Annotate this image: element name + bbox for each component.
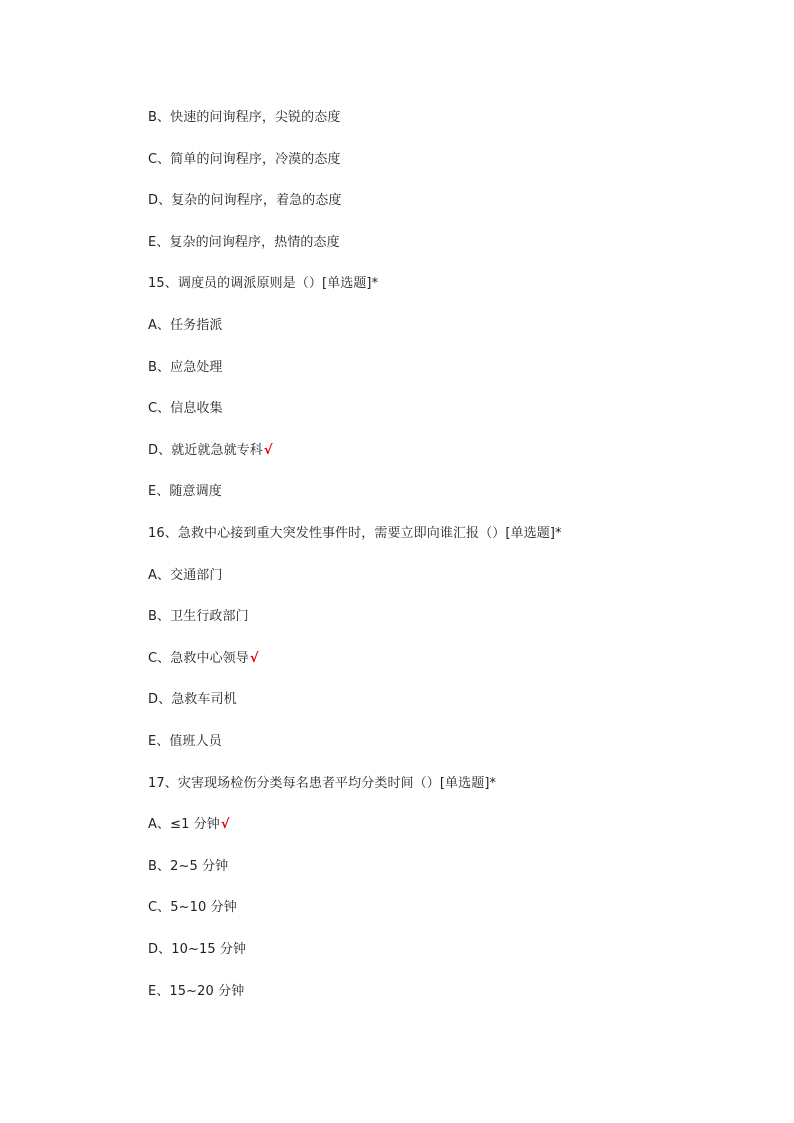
option-e <box>148 234 340 252</box>
question-15 <box>148 275 378 293</box>
option-c <box>148 650 259 668</box>
option-d <box>148 691 237 709</box>
option-a <box>148 816 230 834</box>
option-text: E、复杂的问询程序，热情的态度 <box>148 235 340 250</box>
option-b <box>148 109 340 127</box>
correct-check-mark: √ <box>249 651 259 666</box>
option-c <box>148 400 223 418</box>
option-d <box>148 442 273 460</box>
question-text: 15、调度员的调派原则是（）[单选题]* <box>148 276 379 291</box>
option-c <box>148 151 341 169</box>
option-e <box>148 733 222 751</box>
option-b <box>148 359 223 377</box>
correct-check-mark: √ <box>220 817 230 832</box>
option-text: B、卫生行政部门 <box>148 609 249 624</box>
option-d <box>148 941 246 959</box>
option-text: A、≤1 分钟 <box>148 817 220 832</box>
option-text: D、就近就急就专科 <box>148 443 263 458</box>
option-c <box>148 899 237 917</box>
question-16 <box>148 525 562 543</box>
option-text: D、复杂的问询程序，着急的态度 <box>148 193 342 208</box>
option-d <box>148 192 342 210</box>
option-text: B、快速的问询程序，尖锐的态度 <box>148 110 341 125</box>
option-e <box>148 483 222 501</box>
question-text: 17、灾害现场检伤分类每名患者平均分类时间（）[单选题]* <box>148 776 497 791</box>
option-text: C、简单的问询程序，冷漠的态度 <box>148 152 341 167</box>
option-text: B、2~5 分钟 <box>148 859 229 874</box>
option-text: A、任务指派 <box>148 318 223 333</box>
question-text: 16、急救中心接到重大突发性事件时，需要立即向谁汇报（）[单选题]* <box>148 526 562 541</box>
option-text: D、急救车司机 <box>148 692 237 707</box>
question-17 <box>148 775 496 793</box>
correct-check-mark: √ <box>263 443 273 458</box>
option-b <box>148 608 249 626</box>
option-text: E、15~20 分钟 <box>148 984 245 999</box>
option-text: A、交通部门 <box>148 568 223 583</box>
option-e <box>148 983 244 1001</box>
option-text: C、5~10 分钟 <box>148 900 237 915</box>
option-text: B、应急处理 <box>148 360 223 375</box>
option-text: C、急救中心领导 <box>148 651 249 666</box>
option-text: C、信息收集 <box>148 401 223 416</box>
option-text: D、10~15 分钟 <box>148 942 247 957</box>
option-a <box>148 317 223 335</box>
option-text: E、值班人员 <box>148 734 222 749</box>
option-text: E、随意调度 <box>148 484 222 499</box>
option-b <box>148 858 228 876</box>
option-a <box>148 567 223 585</box>
